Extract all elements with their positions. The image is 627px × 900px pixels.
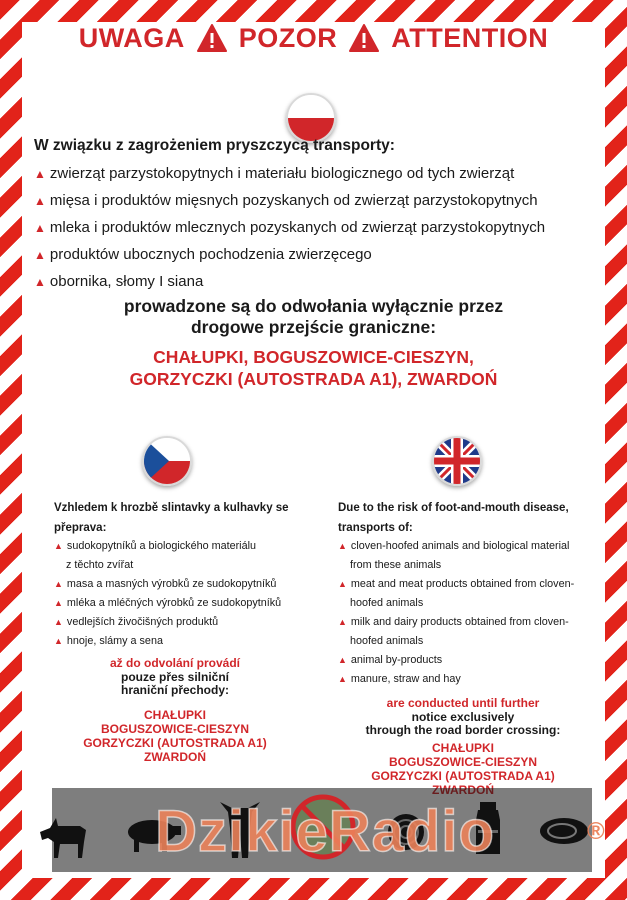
red-triangle-icon: ▲	[54, 617, 63, 627]
attention-header	[0, 18, 627, 58]
red-triangle-icon: ▲	[34, 275, 46, 289]
list-item: ▲ cloven-hoofed animals and biological material from these animals	[338, 540, 570, 571]
list-item: ▲ meat and meat products obtained from cloven- hoofed animals	[338, 578, 575, 609]
header-word-attention: ATTENTION	[391, 22, 549, 53]
red-triangle-icon: ▲	[54, 598, 63, 608]
red-triangle-icon: ▲	[338, 617, 347, 627]
polish-list	[34, 160, 545, 295]
warning-icon	[197, 23, 227, 53]
registered-mark: ®	[587, 818, 605, 845]
red-triangle-icon: ▲	[34, 167, 46, 181]
polish-flag-icon	[286, 93, 336, 143]
list-item: ▲ vedlejších živočišných produktů	[54, 616, 219, 628]
red-triangle-icon: ▲	[54, 579, 63, 589]
red-triangle-icon: ▲	[34, 248, 46, 262]
list-item: ▲ produktów ubocznych pochodzenia zwierzęcego	[34, 246, 372, 263]
czech-heading: Vzhledem k hrozbě slintavky a kulhavky se přeprava:	[54, 502, 289, 534]
red-triangle-icon: ▲	[338, 579, 347, 589]
list-item: ▲ mleka i produktów mlecznych pozyskanych od zwierząt parzystokopytnych	[34, 219, 546, 236]
red-triangle-icon: ▲	[338, 541, 347, 551]
red-triangle-icon: ▲	[338, 655, 347, 665]
english-conducted-text: are conducted until further notice exclusively through the road border crossing:	[365, 696, 561, 737]
polish-crossings: CHAŁUPKI, BOGUSZOWICE-CIESZYN, GORZYCZKI (AUTOSTRADA A1), ZWARDOŃ	[129, 347, 498, 389]
red-triangle-icon: ▲	[54, 636, 63, 646]
list-item: ▲ mléka a mléčných výrobků ze sudokopytníků	[54, 597, 282, 609]
red-triangle-icon: ▲	[34, 221, 46, 235]
list-item: ▲ sudokopytníků a biologického materiálu z těchto zvířat	[54, 540, 256, 571]
english-list	[338, 537, 574, 689]
polish-intro: W związku z zagrożeniem pryszczycą transporty:	[34, 137, 395, 154]
list-item: ▲ hnoje, slámy a sena	[54, 635, 163, 647]
list-item: ▲ manure, straw and hay	[338, 673, 461, 685]
list-item: ▲ milk and dairy products obtained from cloven- hoofed animals	[338, 616, 569, 647]
polish-conducted-text: prowadzone są do odwołania wyłącznie przez drogowe przejście graniczne:	[123, 296, 504, 337]
czech-crossings: CHAŁUPKI BOGUSZOWICE-CIESZYN GORZYCZKI (AUTOSTRADA A1) ZWARDOŃ	[83, 708, 267, 764]
english-crossings: CHAŁUPKI BOGUSZOWICE-CIESZYN GORZYCZKI (AUTOSTRADA A1)	[371, 741, 555, 783]
header-word-uwaga: UWAGA	[78, 22, 185, 53]
list-item: ▲ zwierząt parzystokopytnych i materiału biologicznego od tych zwierząt	[34, 165, 515, 182]
list-item: ▲ obornika, słomy I siana	[34, 273, 204, 290]
czech-flag-icon	[142, 436, 192, 486]
red-triangle-icon: ▲	[338, 674, 347, 684]
red-triangle-icon: ▲	[54, 541, 63, 551]
czech-list	[54, 537, 281, 651]
english-heading: Due to the risk of foot-and-mouth disease, transports of:	[338, 502, 569, 534]
header-word-pozor: POZOR	[238, 22, 338, 53]
dzikieradio-watermark: DzikieRadio	[155, 799, 495, 864]
list-item: ▲ mięsa i produktów mięsnych pozyskanych od zwierząt parzystokopytnych	[34, 192, 538, 209]
list-item: ▲ animal by-products	[338, 654, 443, 666]
list-item: ▲ masa a masných výrobků ze sudokopytníků	[54, 578, 277, 590]
czech-conducted-text: až do odvolání provádí pouze přes silniční hraniční přechody:	[109, 656, 240, 697]
warning-icon	[349, 23, 379, 53]
uk-flag-icon	[432, 436, 482, 486]
red-triangle-icon: ▲	[34, 194, 46, 208]
